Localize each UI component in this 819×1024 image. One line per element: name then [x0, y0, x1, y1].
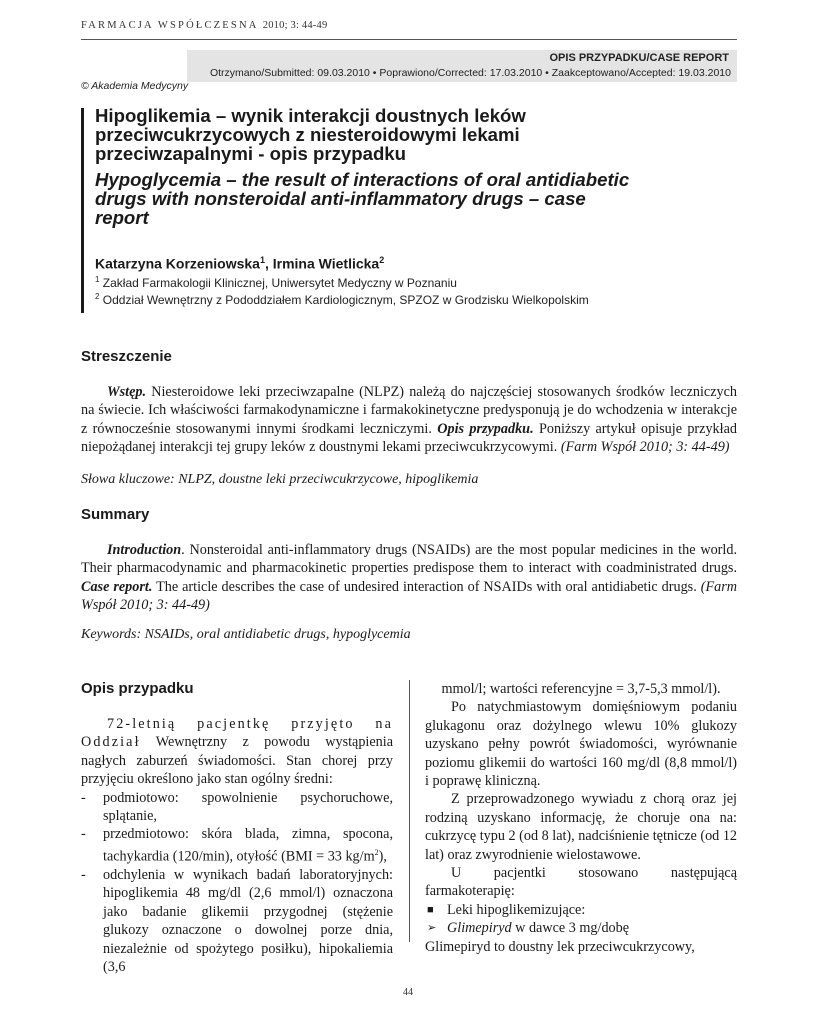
- journal-issue: 2010; 3: 44-49: [262, 20, 328, 31]
- list-item: - odchylenia w wynikach badań laboratoryjnych: hipoglikemia 48 mg/dl (2,6 mmol/l) oznaczona jako badanie glikemii przygodnej (stężenie glukozy oznaczone o dowolnej porze dnia, niezależnie od spożytego posiłku), hipokaliemia (3,6: [81, 866, 393, 976]
- title-english-line: report: [95, 207, 149, 228]
- arrow-bullet-icon: ➢: [427, 922, 437, 935]
- case-intro-spaced: 72-letnią pacjentkę przyjęto na Oddział: [81, 716, 393, 751]
- title-polish-line: przeciwzapalnymi - opis przypadku: [95, 143, 407, 164]
- affiliation: [95, 275, 457, 290]
- summary-intro-text: . Nonsteroidal anti-inflammatory drugs (NSAIDs) are the most popular medicines in the world. Their pharmacodynamic and pharmacokinetic properties predispose them to interact with coadministrated drugs.: [81, 542, 737, 577]
- summary-citation: (Farm Współ 2010; 3: 44-49): [81, 578, 737, 614]
- author-name: Irmina Wietlicka: [272, 255, 380, 272]
- objective-sup: 2: [374, 847, 379, 857]
- title-english-line: Hypoglycemia – the result of interactions of oral antidiabetic: [95, 169, 630, 190]
- affiliation-sup: 1: [95, 275, 100, 284]
- paragraph: Po natychmiastowym domięśniowym podaniu glukagonu oraz dożylnego wlewu 10% glukozy uzyskano pełny powrót świadomości, wyrównanie poziomu glikemii do wartości 160 mg/dl (8,8 mmol/l) i poprawę kliniczną.: [425, 699, 737, 790]
- sub-bullet-item: [425, 919, 737, 937]
- abstract-english: [81, 541, 737, 615]
- abstract-citation: (Farm Współ 2010; 3: 44-49): [560, 439, 730, 456]
- header-rule: [81, 39, 737, 40]
- paragraph: Z przeprowadzonego wywiadu z chorą oraz jej rodziną uzyskano informację, że choruje ona na: cukrzycę typu 2 (od 8 lat), nadciśnienie tętnicze (od 12 lat) oraz zwyrodnienie wielostawowe.: [425, 791, 738, 863]
- report-dates: Otrzymano/Submitted: 09.03.2010 • Poprawiono/Corrected: 17.03.2010 • Zaakceptowano/Accepted: 19.03.2010: [209, 67, 731, 79]
- keywords-english: Keywords: NSAIDs, oral antidiabetic drugs, hypoglycemia: [81, 627, 411, 642]
- copyright: © Akademia Medycyny: [81, 80, 189, 92]
- author-affil-sup: 2: [379, 255, 385, 265]
- list-item: - podmiotowo: spowolnienie psychoruchowe, splątanie,: [81, 789, 393, 826]
- summary-case-text: The article describes the case of undesired interaction of NSAIDs with oral antidiabetic drugs.: [152, 578, 701, 595]
- abstract-case-text: Poniższy artykuł opisuje przykład niepożądanej interakcji tej grupy leków z doustnymi lekami przeciwcukrzycowymi.: [81, 420, 737, 456]
- affiliation-text: Oddział Wewnętrzny z Pododdziałem Kardiologicznym, SPZOZ w Grodzisku Wielkopolskim: [102, 293, 589, 307]
- report-type: OPIS PRZYPADKU/CASE REPORT: [549, 52, 729, 64]
- status-list: [81, 789, 393, 977]
- objective-end: ),: [378, 848, 387, 865]
- square-bullet-icon: ■: [427, 903, 434, 916]
- case-heading: Opis przypadku: [81, 680, 194, 697]
- title-polish: [95, 106, 735, 163]
- bullet-text: Leki hipoglikemizujące:: [447, 901, 586, 918]
- case-intro-paragraph: [81, 715, 393, 789]
- case-intro-rest: Wewnętrzny z powodu wystąpienia nagłych zaburzeń świadomości. Stan chorej przy przyjęciu określono jako stan ogólny średni:: [81, 734, 393, 788]
- continuation-line: mmol/l; wartości referencyjne = 3,7-5,3 mmol/l).: [441, 681, 721, 697]
- author-separator: ,: [264, 255, 273, 272]
- authors: [95, 255, 384, 272]
- left-column: [81, 715, 393, 976]
- bullet-item: [425, 901, 737, 919]
- drug-name: Glimepiryd: [447, 920, 512, 937]
- affiliation: [95, 292, 589, 307]
- objective-text: przedmiotowo: skóra blada, zimna, spocona, tachykardia (120/min), otyłość (BMI = 33 kg/m: [103, 826, 393, 865]
- list-item: [81, 825, 393, 866]
- summary-intro-label: Introduction: [107, 542, 182, 558]
- title-bar: [81, 108, 84, 313]
- page-number: 44: [403, 987, 413, 998]
- affiliation-text: Zakład Farmakologii Klinicznej, Uniwersytet Medyczny w Poznaniu: [102, 276, 457, 290]
- right-column: [425, 680, 737, 956]
- author-name: Katarzyna Korzeniowska: [95, 255, 260, 272]
- title-polish-line: przeciwcukrzycowych z niesteroidowymi lekami: [95, 124, 520, 145]
- journal-header: [81, 20, 327, 31]
- abstract-intro-text: Niesteroidowe leki przeciwzapalne (NLPZ) należą do najczęściej stosowanych środków leczniczych na świecie. Ich właściwości farmakodynamiczne i farmakokinetyczne predysponują je do wchodzenia w interakcje z równocześnie stosowanymi innymi środkami leczniczymi.: [81, 384, 737, 437]
- column-rule: [409, 680, 410, 942]
- title-english: [95, 170, 735, 227]
- abstract-intro-label: Wstęp.: [107, 384, 147, 400]
- journal-name: FARMACJA WSPÓŁCZESNA: [81, 20, 258, 31]
- keywords-polish: Słowa kluczowe: NLPZ, doustne leki przeciwcukrzycowe, hipoglikemia: [81, 472, 479, 487]
- affiliation-sup: 2: [95, 292, 100, 301]
- abstract-polish: [81, 383, 737, 457]
- streszczenie-heading: Streszczenie: [81, 348, 172, 365]
- summary-heading: Summary: [81, 506, 150, 523]
- abstract-case-label: Opis przypadku.: [437, 420, 534, 437]
- title-english-line: drugs with nonsteroidal anti-inflammatory drugs – case: [95, 188, 586, 209]
- paragraph: U pacjentki stosowano następującą farmakoterapię:: [425, 865, 737, 900]
- paragraph: Glimepiryd to doustny lek przeciwcukrzycowy,: [425, 938, 695, 955]
- author-affil-sup: 1: [259, 255, 265, 265]
- report-band: [187, 50, 737, 82]
- title-polish-line: Hipoglikemia – wynik interakcji doustnych leków: [95, 105, 526, 126]
- summary-case-label: Case report.: [81, 578, 153, 595]
- drug-dose: w dawce 3 mg/dobę: [511, 920, 630, 937]
